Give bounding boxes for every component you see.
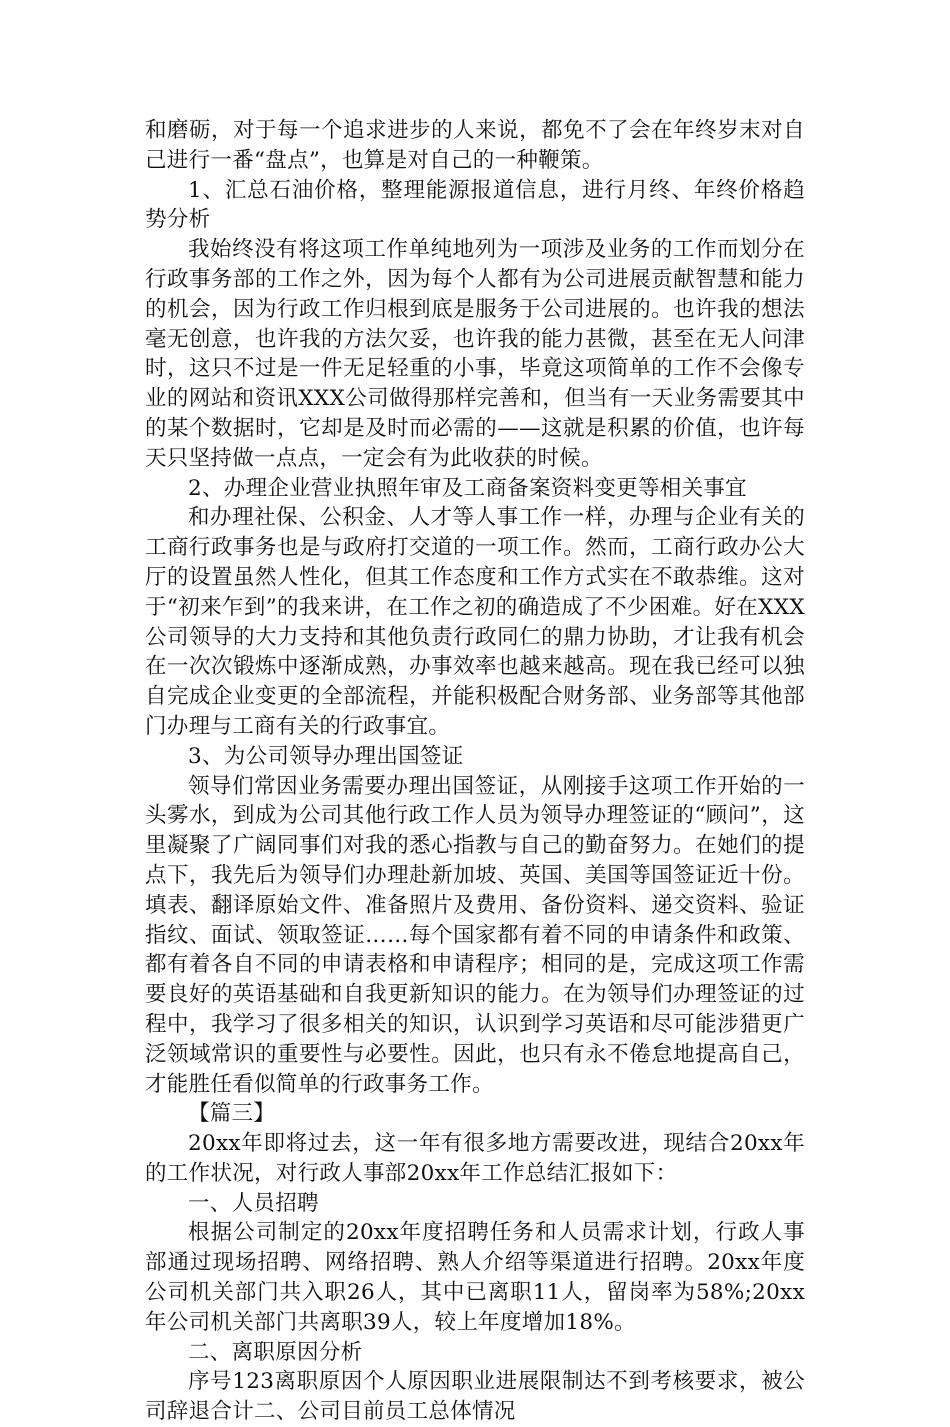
document-body (145, 116, 805, 1427)
paragraph-item-1: 我始终没有将这项工作单纯地列为一项涉及业务的工作而划分在行政事务部的工作之外，因为每个人都有为公司进展贡献智慧和能力的机会，因为行政工作归根到底是服务于公司进展的。也许我的想法毫无创意，也许我的方法欠妥，也许我的能力甚微，甚至在无人问津时，这只不过是一件无足轻重的小事，毕竟这项简单的工作不会像专业的网站和资讯XXX公司做得那样完善和，但当有一天业务需要其中的某个数据时，它却是及时而必需的——这就是积累的价值，也许每天只坚持做一点点，一定会有为此收获的时候。 (145, 237, 805, 471)
heading-item-2: 2、办理企业营业执照年审及工商备案资料变更等相关事宜 (188, 475, 747, 501)
heading-recruitment: 一、人员招聘 (188, 1190, 319, 1216)
paragraph-resignation-analysis: 序号123离职原因个人原因职业进展限制达不到考核要求，被公司辞退合计二、公司目前员工总体情况 (145, 1369, 805, 1425)
section-title-part-3: 【篇三】 (188, 1101, 276, 1127)
heading-item-1: 1、汇总石油价格，整理能源报道信息，进行月终、年终价格趋势分析 (145, 177, 805, 233)
paragraph-intro-continuation: 和磨砺，对于每一个追求进步的人来说，都免不了会在年终岁末对自己进行一番“盘点”，也算是对自己的一种鞭策。 (145, 118, 805, 173)
paragraph-item-2: 和办理社保、公积金、人才等人事工作一样，办理与企业有关的工商行政事务也是与政府打交道的一项工作。然而，工商行政办公大厅的设置虽然人性化，但其工作态度和工作方式实在不敢恭维。这对于“初来乍到”的我来讲，在工作之初的确造成了不少困难。好在XXX公司领导的大力支持和其他负责行政同仁的鼎力协助，才让我有机会在一次次锻炼中逐渐成熟，办事效率也越来越高。现在我已经可以独自完成企业变更的全部流程，并能积极配合财务部、业务部等其他部门办理与工商有关的行政事宜。 (145, 505, 805, 739)
paragraph-part-3-intro: 20xx年即将过去，这一年有很多地方需要改进，现结合20xx年的工作状况，对行政人事部20xx年工作总结汇报如下： (145, 1131, 805, 1186)
heading-item-3: 3、为公司领导办理出国签证 (188, 743, 464, 769)
paragraph-item-3: 领导们常因业务需要办理出国签证，从刚接手这项工作开始的一头雾水，到成为公司其他行政工作人员为领导办理签证的“顾问”，这里凝聚了广阔同事们对我的悉心指教与自己的勤奋努力。在她们的提点下，我先后为领导们办理赴新加坡、英国、美国等国签证近十份。填表、翻译原始文件、准备照片及费用、备份资料、递交资料、验证指纹、面试、领取签证……每个国家都有着不同的申请条件和政策、都有着各自不同的申请表格和申请程序；相同的是，完成这项工作需要良好的英语基础和自我更新知识的能力。在为领导们办理签证的过程中，我学习了很多相关的知识，认识到学习英语和尽可能涉猎更广泛领域常识的重要性与必要性。因此，也只有永不倦怠地提高自己，才能胜任看似简单的行政事务工作。 (145, 773, 805, 1097)
heading-resignation-analysis: 二、离职原因分析 (188, 1339, 363, 1365)
paragraph-recruitment: 根据公司制定的20xx年度招聘任务和人员需求计划，行政人事部通过现场招聘、网络招聘、熟人介绍等渠道进行招聘。20xx年度公司机关部门共入职26人，其中已离职11人，留岗率为58%;20xx年公司机关部门共离职39人，较上年度增加18%。 (145, 1220, 805, 1335)
